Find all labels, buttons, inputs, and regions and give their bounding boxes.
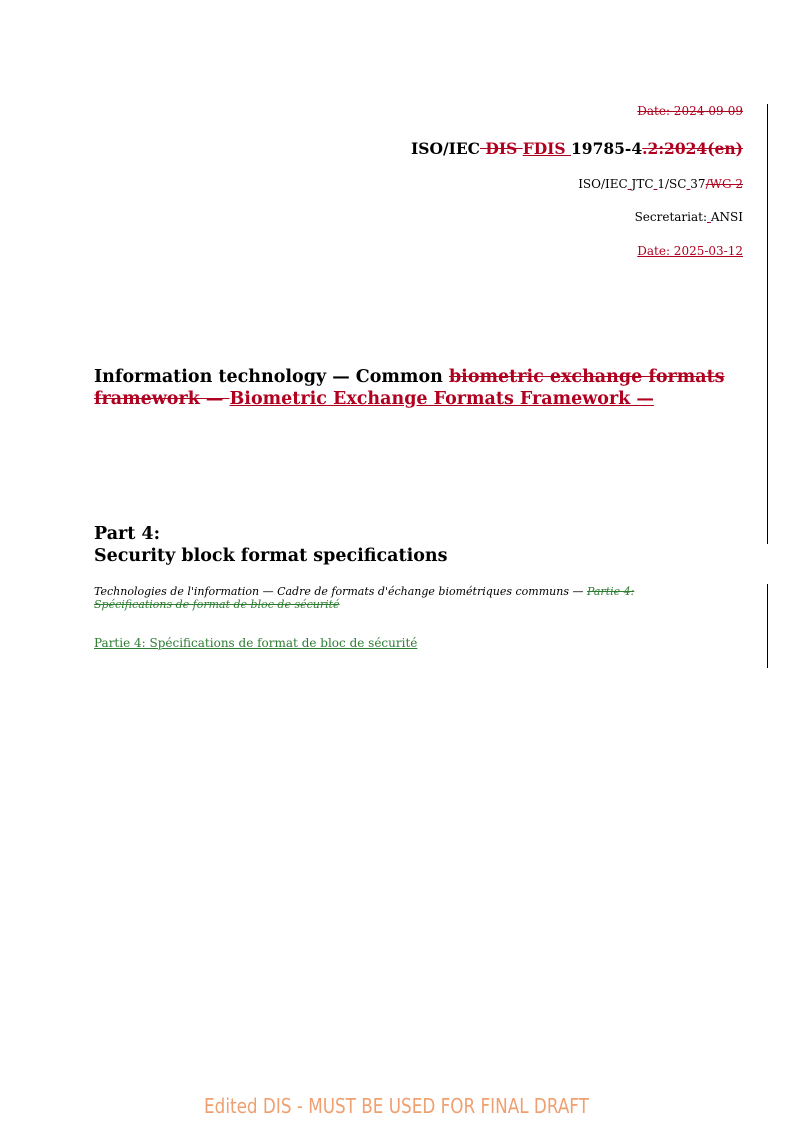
french-title [94,585,694,611]
committee-reference [578,177,743,191]
title-inserted: Biometric Exchange Formats Framework — [229,389,654,409]
doc-deleted-suffix: .2:2024(en) [642,139,743,158]
part-name: Security block format specifications [94,546,448,566]
committee-part: ISO/IEC [578,177,628,191]
part-title [94,523,447,567]
doc-number-value: 19785-4 [571,139,643,158]
change-bar [767,104,768,544]
committee-part: 1/SC [657,177,687,191]
committee-part: JTC [631,177,654,191]
secretariat [635,210,743,224]
title-deleted: biometric exchange formats framework — [94,367,725,409]
doc-inserted-fdis: FDIS [522,139,571,158]
french-deleted-part: Partie 4: Spécifications de format de bloc de sécurité [94,585,635,611]
secretariat-value: ANSI [710,210,743,224]
change-bar [767,584,768,668]
doc-prefix: ISO/IEC [411,139,481,158]
draft-stamp: Edited DIS - MUST BE USED FOR FINAL DRAFT [204,1094,589,1118]
document-number [411,139,743,158]
main-title [94,366,734,410]
part-number: Part 4: [94,524,161,544]
old-date: Date: 2024-09-09 [637,104,743,118]
doc-deleted-dis: DIS [480,139,523,158]
new-date: Date: 2025-03-12 [637,244,743,258]
french-part-inserted: Partie 4: Spécifications de format de bloc de sécurité [94,636,418,650]
french-title-text: Technologies de l'information — Cadre de formats d'échange biométriques communs — [94,585,587,598]
committee-part: 37 [690,177,706,191]
committee-deleted-wg: /WG 2 [705,177,743,191]
title-prefix: Information technology — Common [94,367,449,387]
secretariat-label: Secretariat: [634,210,708,224]
